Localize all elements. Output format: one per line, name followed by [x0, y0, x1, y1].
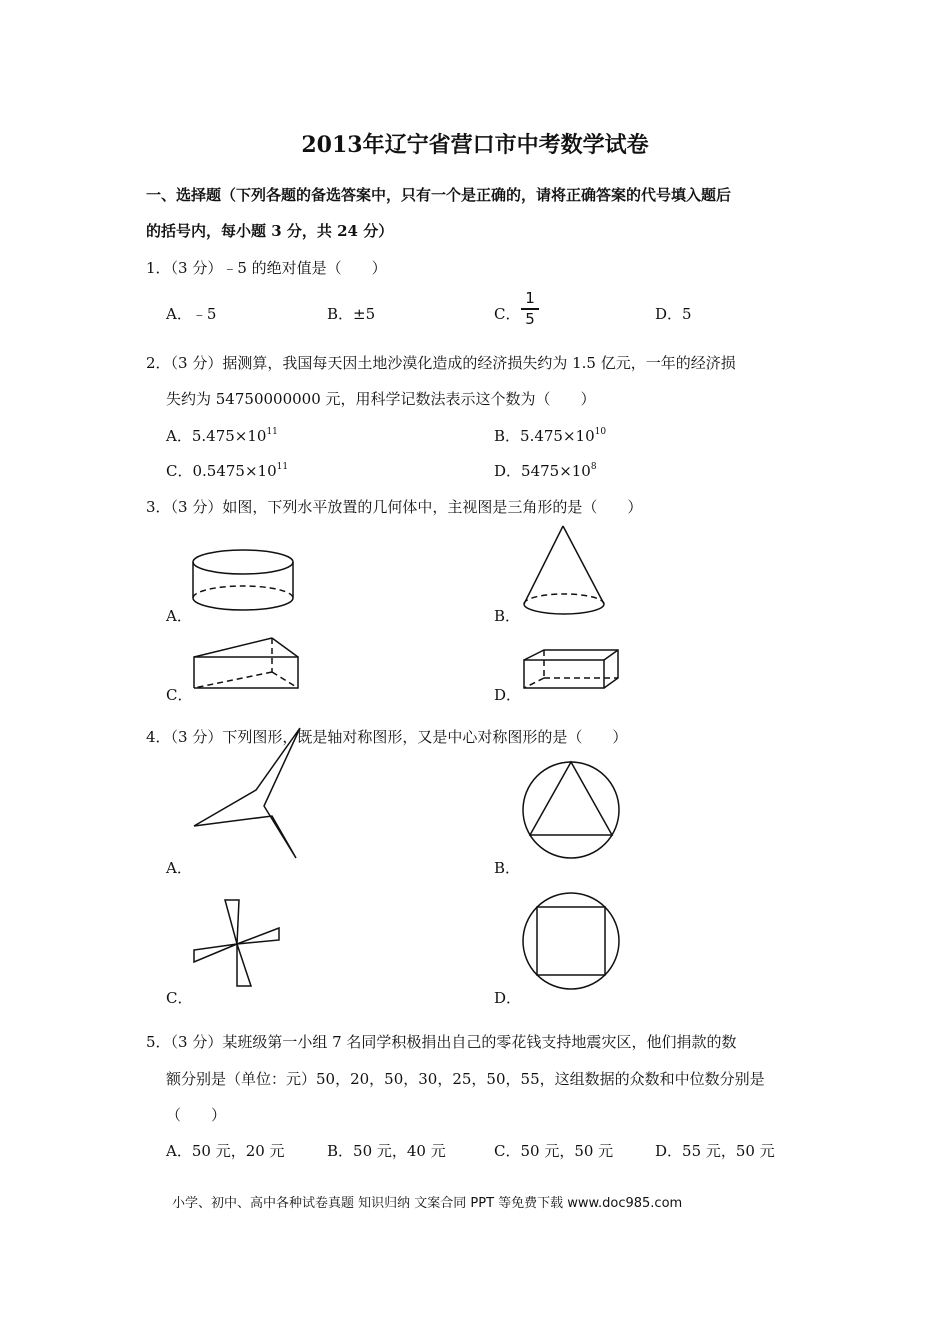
- cylinder-bottom-front: [193, 598, 293, 610]
- cylinder-bottom-back-hidden: [193, 586, 293, 598]
- q2-option-b-exponent: 10: [594, 427, 607, 437]
- q4-option-d: D．: [494, 989, 522, 1007]
- star-outline: [194, 728, 300, 858]
- q4-option-c: C．: [166, 989, 193, 1007]
- q3-figure-cuboid: [522, 648, 622, 692]
- circle: [523, 762, 619, 858]
- q2-option-d-exponent: 8: [590, 462, 597, 472]
- q5-stem-line3: （ ）: [166, 1106, 227, 1124]
- q1-stem: 1．（3 分）﹣5 的绝对值是（ ）: [146, 259, 387, 277]
- prism-front-face: [194, 657, 298, 688]
- cone-right-side: [563, 526, 604, 604]
- prism-hidden-left-edge: [194, 672, 272, 688]
- q2-option-c-exponent: 11: [276, 462, 289, 472]
- q5-stem-line2: 额分别是（单位：元）50，20，50，30，25，50，55，这组数据的众数和中位数分别是: [166, 1070, 765, 1088]
- q2-option-c-base: C．0.5475×10: [166, 462, 277, 480]
- q2-option-b: [494, 425, 606, 446]
- q3-figure-cylinder: [190, 548, 300, 618]
- q1-option-a: A．﹣5: [166, 305, 217, 323]
- cuboid-hidden-left-edge: [524, 678, 544, 688]
- q3-option-d: D．: [494, 686, 522, 704]
- cone-base-back-hidden: [524, 594, 604, 604]
- q2-stem-line2: 失约为 54750000000 元，用科学记数法表示这个数为（ ）: [166, 390, 596, 408]
- q5-option-b: B．50 元，40 元: [327, 1142, 446, 1160]
- q1-option-c-fraction: [521, 290, 539, 328]
- q2-stem-line1: 2．（3 分）据测算，我国每天因土地沙漠化造成的经济损失约为 1.5 亿元，一年的经济损: [146, 354, 736, 372]
- fraction-denominator: 5: [525, 309, 535, 328]
- q2-option-d: [494, 460, 597, 481]
- footer-text: 小学、初中、高中各种试卷真题 知识归纳 文案合同 PPT 等免费下载 www.doc985.com: [172, 1196, 683, 1211]
- pinwheel-blade-top: [225, 900, 239, 944]
- q5-option-c: C．50 元，50 元: [494, 1142, 614, 1160]
- cuboid-front-face: [524, 660, 604, 688]
- prism-top-right-edge: [272, 638, 298, 657]
- q2-option-a: [166, 425, 278, 446]
- cone-base-front: [524, 604, 604, 614]
- q4-option-b: B．: [494, 859, 521, 877]
- q2-option-c: [166, 460, 288, 481]
- q5-stem-line1: 5．（3 分）某班级第一小组 7 名同学积极捐出自己的零花钱支持地震灾区，他们捐款的数: [146, 1033, 737, 1051]
- q4-stem: 4．（3 分）下列图形，既是轴对称图形，又是中心对称图形的是（ ）: [146, 728, 628, 746]
- q3-option-a: A．: [166, 607, 192, 625]
- q4-figure-triangle-in-circle: [520, 758, 624, 862]
- q1-option-b: B．±5: [327, 305, 376, 323]
- q3-figure-triangular-prism: [192, 636, 304, 692]
- section-heading-line2: 的括号内，每小题 3 分，共 24 分）: [146, 222, 394, 240]
- exam-title: 2013年辽宁省营口市中考数学试卷: [301, 132, 649, 158]
- q1-option-d: D．5: [655, 305, 692, 323]
- q2-option-d-base: D．5475×10: [494, 462, 591, 480]
- cone-left-side: [524, 526, 563, 604]
- cuboid-top-right-edge: [604, 650, 618, 660]
- pinwheel-blade-bottom: [237, 944, 251, 986]
- inscribed-triangle: [530, 762, 612, 835]
- prism-hidden-right-edge: [272, 672, 298, 688]
- inscribed-square: [537, 907, 605, 975]
- q4-option-a: A．: [166, 859, 192, 877]
- q2-option-a-exponent: 11: [266, 427, 278, 437]
- q3-stem: 3．（3 分）如图，下列水平放置的几何体中，主视图是三角形的是（ ）: [146, 498, 643, 516]
- q1-option-c-label: C．: [494, 305, 521, 323]
- cylinder-top-ellipse: [193, 550, 293, 574]
- q5-option-a: A．50 元，20 元: [166, 1142, 285, 1160]
- q4-figure-three-point-star: [192, 726, 302, 864]
- q5-option-d: D．55 元，50 元: [655, 1142, 775, 1160]
- q4-figure-pinwheel: [192, 898, 282, 990]
- q3-option-c: C．: [166, 686, 193, 704]
- q4-figure-square-in-circle: [520, 890, 624, 994]
- pinwheel-blade-left: [194, 944, 237, 962]
- pinwheel-blade-right: [237, 928, 279, 944]
- q2-option-a-base: A．5.475×10: [166, 427, 267, 445]
- q3-figure-cone: [520, 524, 610, 624]
- section-heading-line1: 一、选择题（下列各题的备选答案中，只有一个是正确的，请将正确答案的代号填入题后: [146, 186, 732, 204]
- prism-top-left-edge: [194, 638, 272, 657]
- q3-option-b: B．: [494, 607, 521, 625]
- q2-option-b-base: B．5.475×10: [494, 427, 595, 445]
- fraction-numerator: 1: [525, 289, 535, 307]
